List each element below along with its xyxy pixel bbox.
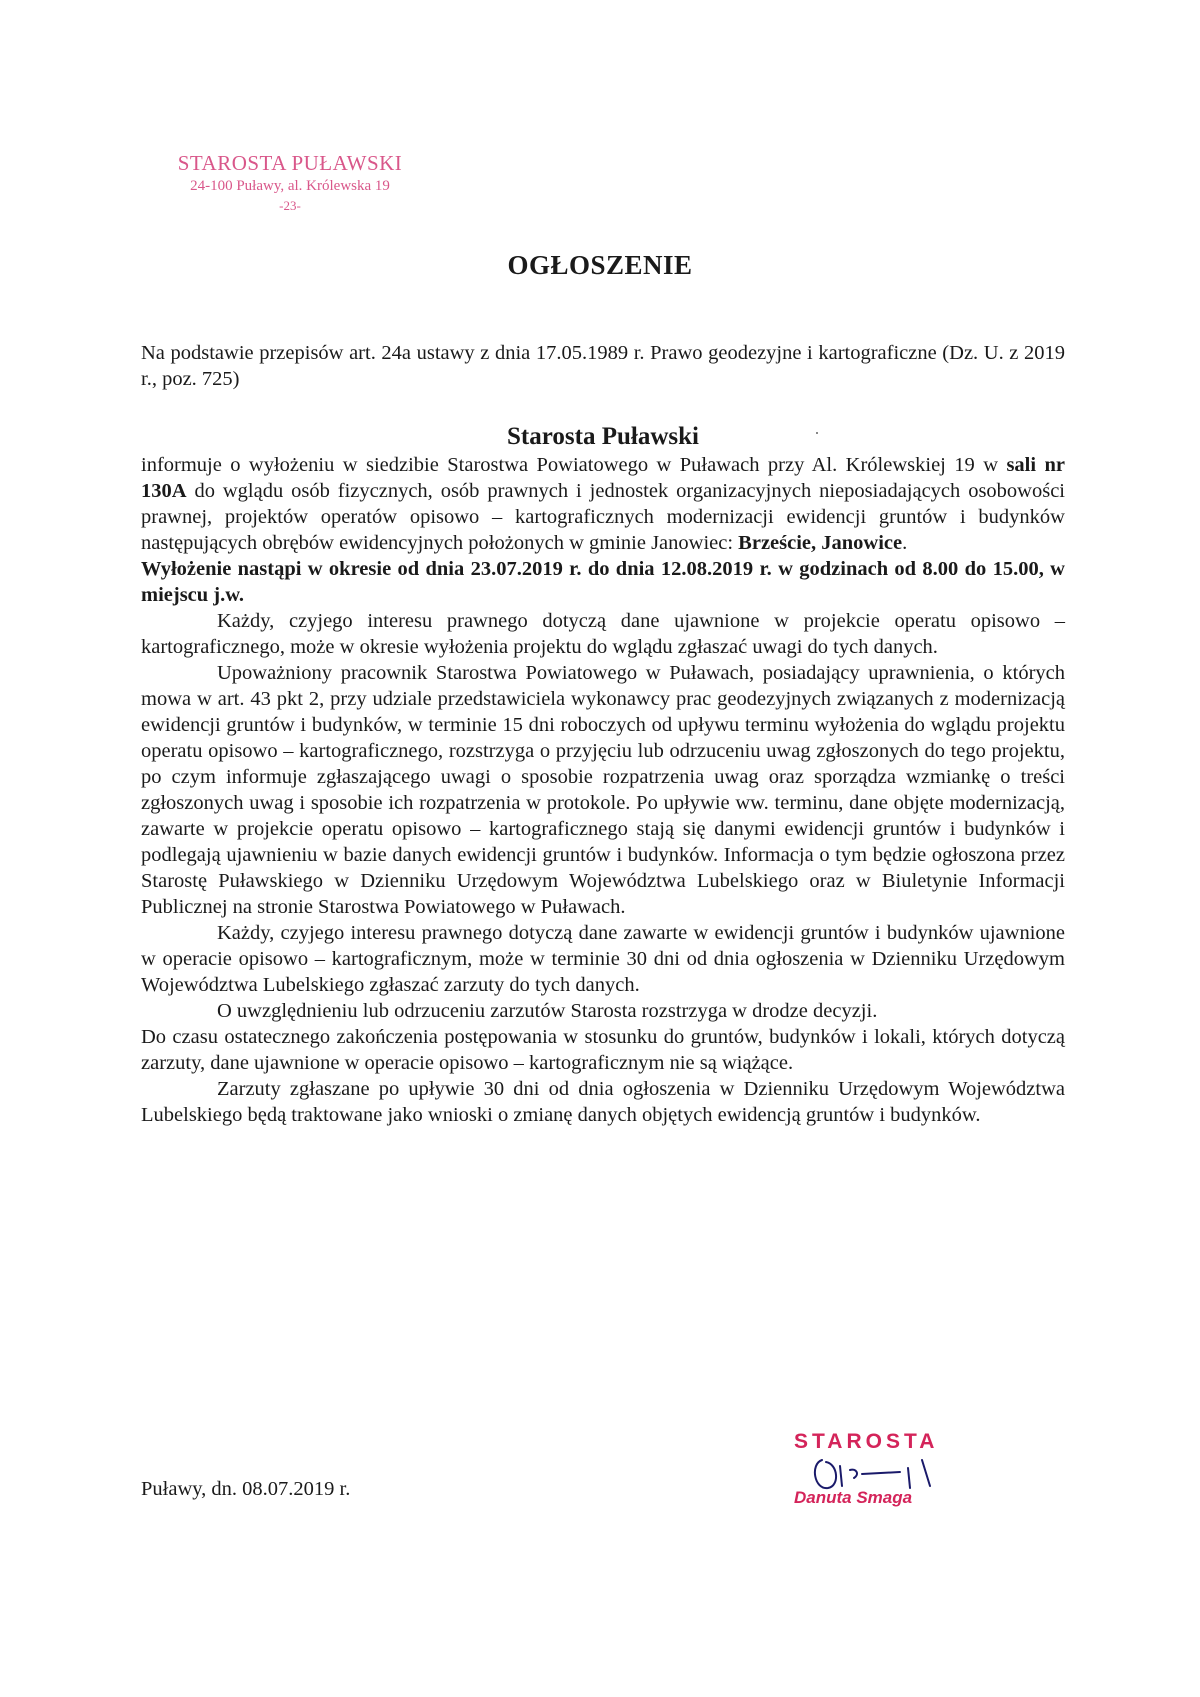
office-stamp xyxy=(160,150,420,216)
document-title: OGŁOSZENIE xyxy=(507,250,693,280)
stamp-number: -23- xyxy=(279,198,301,213)
signature-stamp xyxy=(780,1430,980,1510)
remarks-paragraph: Każdy, czyjego interesu prawnego dotyczą dane ujawnione w projekcie operatu opisowo – kartograficznego, może w okresie wyłożenia projektu do wglądu zgłaszać uwagi do tych danych. xyxy=(141,610,1065,658)
authority-heading: Starosta Puławski xyxy=(507,423,699,450)
signature-name: Danuta Smaga xyxy=(794,1488,913,1507)
announcement-text-e: . xyxy=(902,532,908,554)
binding-paragraph: Do czasu ostatecznego zakończenia postępowania w stosunku do gruntów, budynków i lokali, których dotyczą zarzuty, dane ujawnione w operacie opisowo – kartograficznym nie są wiążące. xyxy=(141,1026,1065,1074)
place-and-date: Puławy, dn. 08.07.2019 r. xyxy=(141,1478,351,1500)
objections-paragraph: Każdy, czyjego interesu prawnego dotyczą dane zawarte w ewidencji gruntów i budynków ujawnione w operacie opisowo – kartograficznym, może w terminie 30 dni od dnia ogłoszenia w Dzienniku Urzędowym Województwa Lubelskiego zgłaszać zarzuty do tych danych. xyxy=(141,922,1065,996)
legal-basis-paragraph: Na podstawie przepisów art. 24a ustawy z dnia 17.05.1989 r. Prawo geodezyjne i kartograficzne (Dz. U. z 2019 r., poz. 725) xyxy=(141,342,1065,390)
announcement-paragraph xyxy=(141,452,1065,556)
document-body xyxy=(141,340,1065,1128)
precinct-names: Brzeście, Janowice xyxy=(738,532,903,554)
announcement-text-c: do wglądu osób fizycznych, osób prawnych i jednostek organizacyjnych nieposiadających osobowości prawnej, projektów operatów opisowo – kartograficznych modernizacji ewidencji gruntów i budynków następujących obrębów ewidencyjnych położonych w gminie Janowiec: xyxy=(141,480,1065,554)
stamp-address: 24-100 Puławy, al. Królewska 19 xyxy=(190,178,390,194)
room-number: sali nr 130A xyxy=(141,454,1065,502)
decision-paragraph: O uwzględnieniu lub odrzuceniu zarzutów Starosta rozstrzyga w drodze decyzji. xyxy=(217,1000,878,1022)
procedure-paragraph: Upoważniony pracownik Starostwa Powiatowego w Puławach, posiadający uprawnienia, o których mowa w art. 43 pkt 2, przy udziale przedstawiciela wykonawcy prac geodezyjnych związanych z modernizacją ewidencji gruntów i budynków, w terminie 15 dni roboczych od upływu terminu wyłożenia do wglądu projektu operatu opisowo – kartograficznego, rozstrzyga o przyjęciu lub odrzuceniu uwag zgłoszonych do tego projektu, po czym informuje zgłaszającego uwagi o sposobie rozpatrzenia uwag oraz sporządza wzmiankę o treści zgłoszonych uwag i sposobie ich rozpatrzenia w protokole. Po upływie ww. terminu, dane objęte modernizacją, zawarte w projekcie operatu opisowo – kartograficznego stają się danymi ewidencji gruntów i budynków i podlegają ujawnieniu w bazie danych ewidencji gruntów i budynków. Informacja o tym będzie ogłoszona przez Starostę Puławskiego w Dzienniku Urzędowym Województwa Lubelskiego oraz w Biuletynie Informacji Publicznej na stronie Starostwa Powiatowego w Puławach. xyxy=(141,662,1065,918)
signature-title: STAROSTA xyxy=(794,1430,939,1453)
stamp-office-name: STAROSTA PUŁAWSKI xyxy=(177,151,403,175)
late-objections-paragraph: Zarzuty zgłaszane po upływie 30 dni od dnia ogłoszenia w Dzienniku Urzędowym Województwa Lubelskiego będą traktowane jako wnioski o zmianę danych objętych ewidencją gruntów i budynków. xyxy=(141,1078,1065,1126)
announcement-text-a: informuje o wyłożeniu w siedzibie Starostwa Powiatowego w Puławach przy Al. Królewskiej 19 w xyxy=(141,454,1007,476)
dates-paragraph: Wyłożenie nastąpi w okresie od dnia 23.07.2019 r. do dnia 12.08.2019 r. w godzinach od 8.00 do 15.00, w miejscu j.w. xyxy=(141,558,1065,606)
